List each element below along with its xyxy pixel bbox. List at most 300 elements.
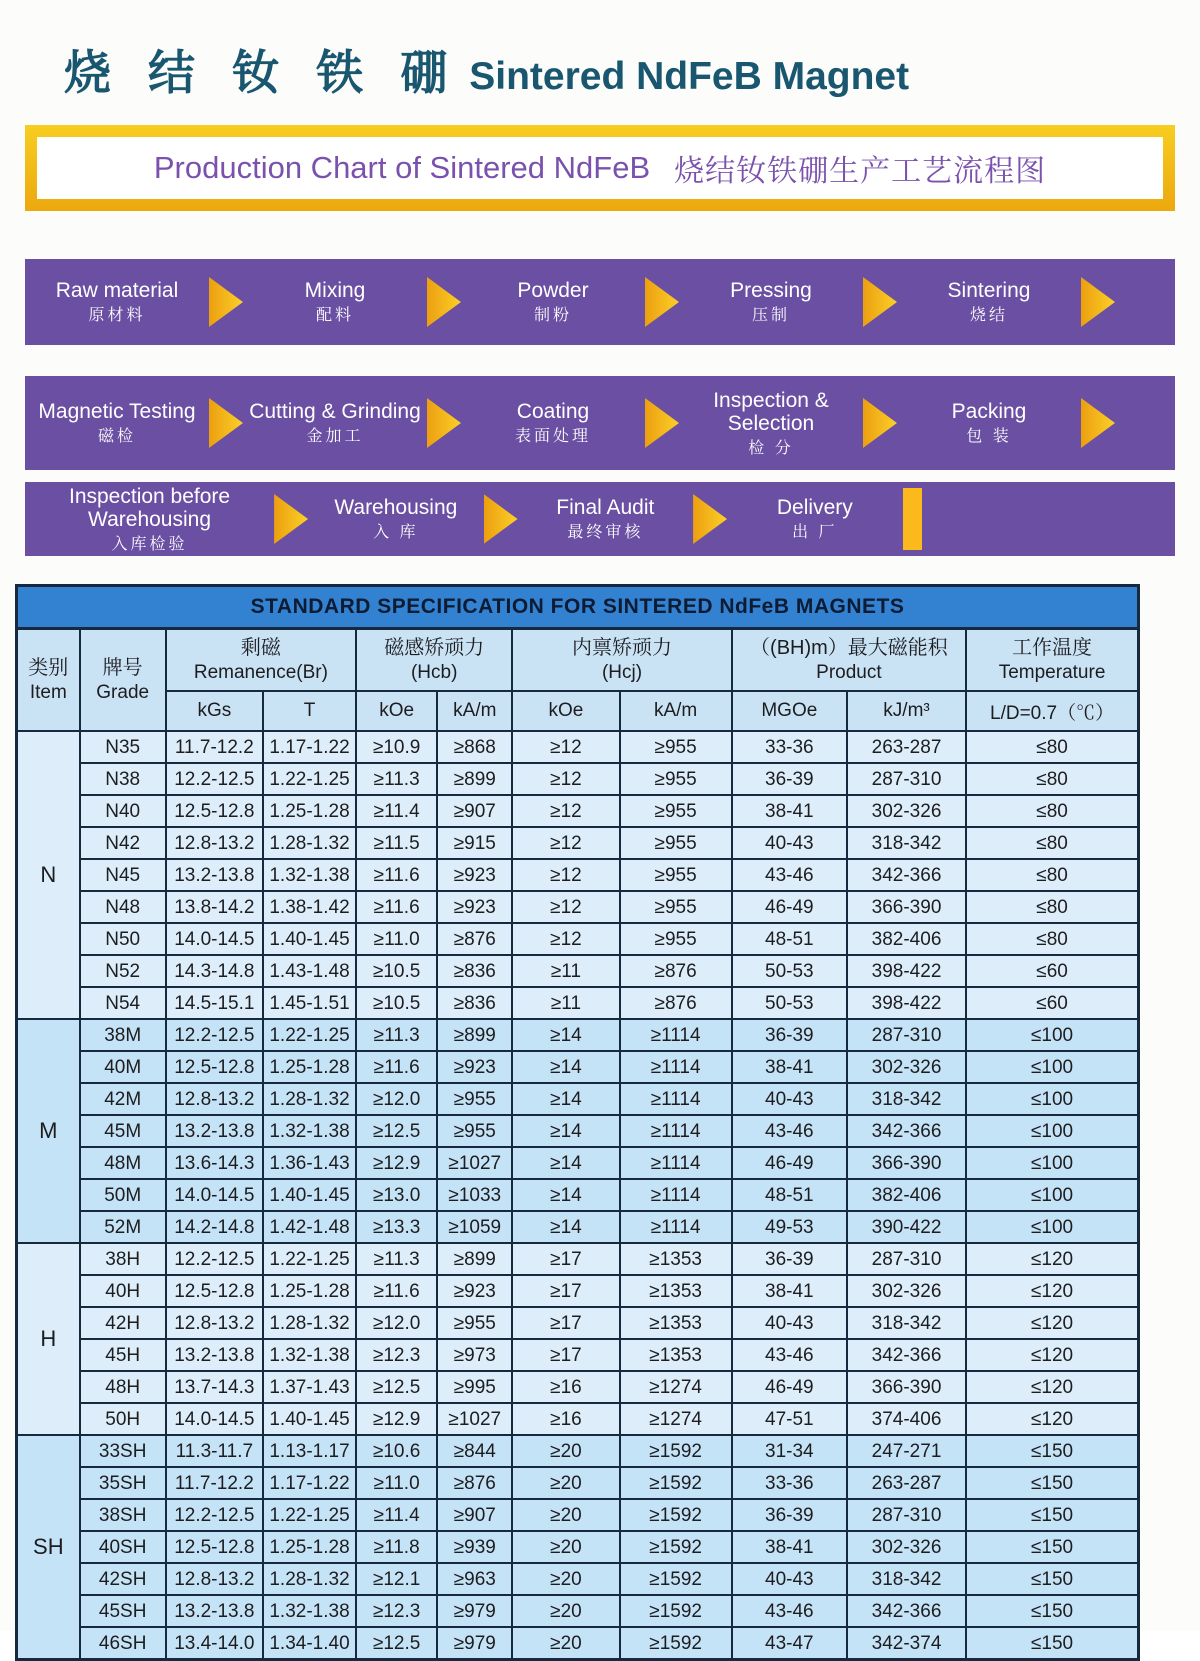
- document-title-zh: 烧 结 钕 铁 硼: [64, 46, 460, 99]
- data-cell: ≤80: [966, 731, 1138, 763]
- data-cell: 302-326: [847, 1051, 966, 1083]
- table-row: [17, 1211, 1139, 1243]
- flow-band-2: [25, 376, 1175, 470]
- table-row: [17, 1243, 1139, 1275]
- flow-step-label-zh: 表面处理: [514, 427, 591, 445]
- data-cell: ≤100: [966, 1179, 1138, 1211]
- table-header-units: [17, 691, 1139, 731]
- data-cell: 263-287: [847, 1467, 966, 1499]
- data-cell: ≥1274: [620, 1371, 732, 1403]
- data-cell: ≥899: [437, 1019, 512, 1051]
- col-header-product-en: Product: [816, 661, 882, 683]
- data-cell: 46-49: [732, 1147, 847, 1179]
- data-cell: ≤80: [966, 795, 1138, 827]
- arrow-right-icon: [427, 277, 461, 327]
- data-cell: ≥11.3: [356, 763, 437, 795]
- data-cell: ≥979: [437, 1595, 512, 1627]
- data-cell: ≥1592: [620, 1595, 732, 1627]
- grade-cell: 42H: [80, 1307, 166, 1339]
- data-cell: ≥11.6: [356, 1275, 437, 1307]
- grade-cell: 33SH: [80, 1435, 166, 1467]
- flow-step-label-en: Mixing: [304, 279, 366, 303]
- table-row: [17, 1403, 1139, 1435]
- data-cell: ≥955: [620, 891, 732, 923]
- data-cell: 374-406: [847, 1403, 966, 1435]
- data-cell: ≥20: [512, 1531, 619, 1563]
- data-cell: 1.34-1.40: [263, 1627, 356, 1660]
- grade-cell: 48M: [80, 1147, 166, 1179]
- table-row: [17, 1595, 1139, 1627]
- data-cell: ≥1592: [620, 1467, 732, 1499]
- table-row: [17, 1083, 1139, 1115]
- flow-band-1: [25, 259, 1175, 345]
- table-row: [17, 1531, 1139, 1563]
- data-cell: 40-43: [732, 1563, 847, 1595]
- col-header-item: [17, 629, 80, 732]
- flow-step-label-en: Powder: [517, 279, 589, 303]
- data-cell: 12.8-13.2: [166, 1563, 263, 1595]
- grade-cell: N38: [80, 763, 166, 795]
- data-cell: 342-374: [847, 1627, 966, 1660]
- data-cell: 1.40-1.45: [263, 1179, 356, 1211]
- data-cell: 13.2-13.8: [166, 1339, 263, 1371]
- unit-header-ld: L/D=0.7（℃）: [966, 691, 1138, 731]
- data-cell: 342-366: [847, 1339, 966, 1371]
- data-cell: 40-43: [732, 1083, 847, 1115]
- data-cell: 1.32-1.38: [263, 1595, 356, 1627]
- grade-cell: 48H: [80, 1371, 166, 1403]
- flow-step-label-en: Inspection before Warehousing: [68, 484, 231, 532]
- flow-step: [25, 485, 274, 554]
- data-cell: 43-46: [732, 1339, 847, 1371]
- data-cell: ≥12.3: [356, 1595, 437, 1627]
- flow-step-label-zh: 烧结: [969, 306, 1008, 324]
- data-cell: ≤150: [966, 1467, 1138, 1499]
- item-group-label: N: [17, 731, 80, 1019]
- table-row: [17, 1563, 1139, 1595]
- data-cell: 11.7-12.2: [166, 1467, 263, 1499]
- arrow-right-icon: [645, 277, 679, 327]
- col-header-product: [732, 629, 966, 692]
- data-cell: 1.32-1.38: [263, 1115, 356, 1147]
- grade-cell: 40H: [80, 1275, 166, 1307]
- data-cell: ≥12: [512, 763, 619, 795]
- data-cell: ≥844: [437, 1435, 512, 1467]
- data-cell: ≥955: [620, 827, 732, 859]
- data-cell: 1.17-1.22: [263, 731, 356, 763]
- arrow-right-icon: [209, 398, 243, 448]
- col-header-hcj-zh: 内禀矫顽力: [572, 636, 673, 659]
- data-cell: 36-39: [732, 1499, 847, 1531]
- flow-step: [518, 496, 694, 541]
- data-cell: ≤100: [966, 1147, 1138, 1179]
- grade-cell: N52: [80, 955, 166, 987]
- data-cell: ≤100: [966, 1083, 1138, 1115]
- data-cell: 11.7-12.2: [166, 731, 263, 763]
- flow-step-label-zh: 压制: [751, 306, 790, 324]
- data-cell: ≥12.9: [356, 1147, 437, 1179]
- data-cell: ≥1114: [620, 1083, 732, 1115]
- data-cell: ≤80: [966, 923, 1138, 955]
- data-cell: ≥10.5: [356, 955, 437, 987]
- data-cell: ≥12: [512, 891, 619, 923]
- data-cell: ≥20: [512, 1627, 619, 1660]
- data-cell: 12.2-12.5: [166, 1243, 263, 1275]
- flow-step-label-zh: 检 分: [748, 439, 794, 457]
- table-title: STANDARD SPECIFICATION FOR SINTERED NdFeB MAGNETS: [17, 586, 1139, 629]
- flow-band-3: [25, 482, 1175, 556]
- data-cell: ≥955: [620, 859, 732, 891]
- data-cell: 318-342: [847, 1563, 966, 1595]
- data-cell: 46-49: [732, 891, 847, 923]
- data-cell: 12.5-12.8: [166, 1531, 263, 1563]
- data-cell: 12.2-12.5: [166, 763, 263, 795]
- flow-step-label-en: Coating: [516, 400, 590, 424]
- data-cell: ≥11.4: [356, 795, 437, 827]
- flow-step-label-zh: 包 装: [966, 427, 1012, 445]
- grade-cell: N45: [80, 859, 166, 891]
- flow-step: [461, 400, 645, 445]
- data-cell: 287-310: [847, 1019, 966, 1051]
- data-cell: ≥12: [512, 923, 619, 955]
- data-cell: 390-422: [847, 1211, 966, 1243]
- item-group-label: M: [17, 1019, 80, 1243]
- data-cell: ≥12: [512, 731, 619, 763]
- data-cell: ≥12.5: [356, 1115, 437, 1147]
- col-header-hcj-en: (Hcj): [601, 661, 643, 683]
- data-cell: ≥1114: [620, 1115, 732, 1147]
- data-cell: ≥907: [437, 1499, 512, 1531]
- data-cell: 342-366: [847, 859, 966, 891]
- data-cell: 48-51: [732, 923, 847, 955]
- data-cell: ≥876: [620, 987, 732, 1019]
- data-cell: 46-49: [732, 1371, 847, 1403]
- col-header-product-zh: （(BH)m）最大磁能积: [750, 636, 948, 659]
- flow-step-label-zh: 金加工: [306, 427, 364, 445]
- flow-step: [727, 496, 903, 541]
- flow-step: [897, 279, 1081, 324]
- data-cell: ≥11.3: [356, 1243, 437, 1275]
- table-row: [17, 859, 1139, 891]
- table-row: [17, 1115, 1139, 1147]
- production-chart-banner-inner: [37, 137, 1163, 199]
- data-cell: 398-422: [847, 955, 966, 987]
- flow-step-label-en: Warehousing: [334, 496, 458, 520]
- data-cell: ≥923: [437, 1275, 512, 1307]
- data-cell: 43-46: [732, 1595, 847, 1627]
- data-cell: ≥836: [437, 955, 512, 987]
- document-title: [0, 0, 1200, 103]
- data-cell: ≥973: [437, 1339, 512, 1371]
- data-cell: ≤120: [966, 1339, 1138, 1371]
- grade-cell: N35: [80, 731, 166, 763]
- data-cell: ≥14: [512, 1147, 619, 1179]
- flow-end-bar: [903, 488, 922, 550]
- flow-step-label-en: Final Audit: [556, 496, 655, 520]
- grade-cell: 45H: [80, 1339, 166, 1371]
- flow-step: [243, 400, 427, 445]
- flow-step-label-zh: 原材料: [88, 306, 146, 324]
- col-header-hcj: [512, 629, 731, 692]
- data-cell: 318-342: [847, 1083, 966, 1115]
- data-cell: ≥17: [512, 1339, 619, 1371]
- data-cell: 1.36-1.43: [263, 1147, 356, 1179]
- table-row: [17, 987, 1139, 1019]
- data-cell: ≤150: [966, 1595, 1138, 1627]
- data-cell: 36-39: [732, 1019, 847, 1051]
- data-cell: 302-326: [847, 1531, 966, 1563]
- data-cell: ≥907: [437, 795, 512, 827]
- table-row: [17, 923, 1139, 955]
- data-cell: ≥1592: [620, 1499, 732, 1531]
- arrow-right-icon: [645, 398, 679, 448]
- data-cell: 302-326: [847, 1275, 966, 1307]
- flow-step: [243, 279, 427, 324]
- data-cell: ≥16: [512, 1371, 619, 1403]
- flow-step-label-zh: 入 库: [373, 523, 419, 541]
- data-cell: 1.42-1.48: [263, 1211, 356, 1243]
- grade-cell: N54: [80, 987, 166, 1019]
- data-cell: ≤120: [966, 1243, 1138, 1275]
- data-cell: ≤150: [966, 1627, 1138, 1660]
- data-cell: ≥17: [512, 1243, 619, 1275]
- data-cell: ≥1592: [620, 1627, 732, 1660]
- data-cell: ≥923: [437, 891, 512, 923]
- data-cell: ≥20: [512, 1595, 619, 1627]
- data-cell: 1.25-1.28: [263, 1531, 356, 1563]
- data-cell: 40-43: [732, 1307, 847, 1339]
- data-cell: ≤100: [966, 1019, 1138, 1051]
- data-cell: ≤150: [966, 1563, 1138, 1595]
- unit-header-hcb-kam: kA/m: [437, 691, 512, 731]
- data-cell: ≥1114: [620, 1019, 732, 1051]
- data-cell: 14.2-14.8: [166, 1211, 263, 1243]
- data-cell: ≤60: [966, 987, 1138, 1019]
- flow-step: [25, 279, 209, 324]
- col-header-grade-zh: 牌号: [102, 656, 143, 679]
- data-cell: ≥963: [437, 1563, 512, 1595]
- col-header-temperature: [966, 629, 1138, 692]
- grade-cell: 46SH: [80, 1627, 166, 1660]
- data-cell: ≥11.0: [356, 923, 437, 955]
- data-cell: ≤80: [966, 859, 1138, 891]
- col-header-temperature-zh: 工作温度: [1012, 636, 1093, 659]
- data-cell: 12.5-12.8: [166, 795, 263, 827]
- flow-step: [897, 400, 1081, 445]
- grade-cell: 52M: [80, 1211, 166, 1243]
- data-cell: ≥923: [437, 859, 512, 891]
- data-cell: 38-41: [732, 1531, 847, 1563]
- table-row: [17, 891, 1139, 923]
- data-cell: ≥17: [512, 1275, 619, 1307]
- data-cell: ≥20: [512, 1563, 619, 1595]
- flow-step-label-en: Delivery: [776, 496, 853, 520]
- data-cell: ≤150: [966, 1499, 1138, 1531]
- grade-cell: 45SH: [80, 1595, 166, 1627]
- document-title-en: Sintered NdFeB Magnet: [469, 55, 910, 98]
- table-row: [17, 1051, 1139, 1083]
- table-row: [17, 1275, 1139, 1307]
- data-cell: 1.28-1.32: [263, 1307, 356, 1339]
- data-cell: 1.22-1.25: [263, 1019, 356, 1051]
- data-cell: 1.22-1.25: [263, 1499, 356, 1531]
- arrow-right-icon: [274, 494, 308, 544]
- data-cell: ≥11.5: [356, 827, 437, 859]
- data-cell: 40-43: [732, 827, 847, 859]
- data-cell: ≥955: [437, 1083, 512, 1115]
- grade-cell: 38M: [80, 1019, 166, 1051]
- grade-cell: 50M: [80, 1179, 166, 1211]
- item-group-label: SH: [17, 1435, 80, 1660]
- unit-header-kjm3: kJ/m³: [847, 691, 966, 731]
- flow-step: [679, 389, 863, 458]
- data-cell: 13.2-13.8: [166, 1115, 263, 1147]
- data-cell: ≥1114: [620, 1051, 732, 1083]
- data-cell: ≥1114: [620, 1179, 732, 1211]
- data-cell: ≥14: [512, 1019, 619, 1051]
- data-cell: 1.25-1.28: [263, 1275, 356, 1307]
- data-cell: 50-53: [732, 955, 847, 987]
- data-cell: 1.25-1.28: [263, 1051, 356, 1083]
- data-cell: 13.2-13.8: [166, 859, 263, 891]
- data-cell: ≥899: [437, 763, 512, 795]
- col-header-hcb-zh: 磁感矫顽力: [384, 636, 485, 659]
- arrow-right-icon: [484, 494, 518, 544]
- flow-step-label-zh: 出 厂: [792, 523, 838, 541]
- data-cell: ≥11.6: [356, 1051, 437, 1083]
- grade-cell: N48: [80, 891, 166, 923]
- flow-step-label-en: Raw material: [55, 279, 179, 303]
- flow-step-label-en: Pressing: [730, 279, 812, 303]
- table-row: [17, 1467, 1139, 1499]
- data-cell: 366-390: [847, 1371, 966, 1403]
- data-cell: ≥12.0: [356, 1083, 437, 1115]
- data-cell: ≥995: [437, 1371, 512, 1403]
- flow-step-label-zh: 入库检验: [111, 535, 188, 553]
- arrow-right-icon: [1081, 277, 1115, 327]
- flow-step-label-zh: 制粉: [533, 306, 572, 324]
- col-header-remanence: [166, 629, 356, 692]
- data-cell: ≥12: [512, 859, 619, 891]
- data-cell: 318-342: [847, 1307, 966, 1339]
- flow-step-label-en: Packing: [951, 400, 1027, 424]
- data-cell: ≥14: [512, 1211, 619, 1243]
- unit-header-t: T: [263, 691, 356, 731]
- data-cell: 1.37-1.43: [263, 1371, 356, 1403]
- data-cell: ≥12.9: [356, 1403, 437, 1435]
- data-cell: ≤80: [966, 827, 1138, 859]
- table-row: [17, 1627, 1139, 1660]
- data-cell: ≥979: [437, 1627, 512, 1660]
- data-cell: ≥11.3: [356, 1019, 437, 1051]
- data-cell: ≤100: [966, 1115, 1138, 1147]
- table-row: [17, 955, 1139, 987]
- data-cell: ≥11.6: [356, 859, 437, 891]
- table-row: [17, 1499, 1139, 1531]
- data-cell: ≥955: [437, 1307, 512, 1339]
- data-cell: 14.5-15.1: [166, 987, 263, 1019]
- data-cell: ≥915: [437, 827, 512, 859]
- data-cell: 342-366: [847, 1115, 966, 1147]
- data-cell: ≥1274: [620, 1403, 732, 1435]
- data-cell: ≥1592: [620, 1563, 732, 1595]
- production-chart-banner: [25, 125, 1175, 211]
- data-cell: ≥1033: [437, 1179, 512, 1211]
- data-cell: 33-36: [732, 1467, 847, 1499]
- data-cell: ≤80: [966, 891, 1138, 923]
- unit-header-hcj-kam: kA/m: [620, 691, 732, 731]
- data-cell: 36-39: [732, 763, 847, 795]
- grade-cell: 42M: [80, 1083, 166, 1115]
- col-header-item-en: Item: [29, 681, 67, 703]
- table-row: [17, 1371, 1139, 1403]
- data-cell: 33-36: [732, 731, 847, 763]
- col-header-item-zh: 类别: [28, 656, 69, 679]
- data-cell: ≥955: [620, 763, 732, 795]
- data-cell: 12.2-12.5: [166, 1499, 263, 1531]
- col-header-remanence-en: Remanence(Br): [193, 661, 328, 683]
- table-row: [17, 827, 1139, 859]
- data-cell: 14.0-14.5: [166, 1179, 263, 1211]
- data-cell: 31-34: [732, 1435, 847, 1467]
- unit-header-hcj-koe: kOe: [512, 691, 619, 731]
- table-title-row: [17, 586, 1139, 629]
- data-cell: ≥11.6: [356, 891, 437, 923]
- col-header-grade-en: Grade: [96, 681, 150, 703]
- data-cell: ≥10.5: [356, 987, 437, 1019]
- data-cell: 1.28-1.32: [263, 1083, 356, 1115]
- data-cell: 1.43-1.48: [263, 955, 356, 987]
- flow-step-label-en: Cutting & Grinding: [249, 400, 421, 424]
- arrow-right-icon: [427, 398, 461, 448]
- data-cell: 287-310: [847, 763, 966, 795]
- grade-cell: N40: [80, 795, 166, 827]
- data-cell: ≥1353: [620, 1243, 732, 1275]
- data-cell: ≥12.5: [356, 1371, 437, 1403]
- grade-cell: 38H: [80, 1243, 166, 1275]
- data-cell: ≤80: [966, 763, 1138, 795]
- data-cell: ≥13.3: [356, 1211, 437, 1243]
- col-header-temperature-en: Temperature: [998, 661, 1106, 683]
- data-cell: ≤120: [966, 1275, 1138, 1307]
- data-cell: 1.22-1.25: [263, 763, 356, 795]
- data-cell: 14.0-14.5: [166, 923, 263, 955]
- data-cell: 398-422: [847, 987, 966, 1019]
- arrow-right-icon: [863, 277, 897, 327]
- data-cell: 13.2-13.8: [166, 1595, 263, 1627]
- data-cell: 287-310: [847, 1243, 966, 1275]
- data-cell: ≥1592: [620, 1435, 732, 1467]
- grade-cell: 42SH: [80, 1563, 166, 1595]
- data-cell: ≥17: [512, 1307, 619, 1339]
- table-row: [17, 1019, 1139, 1051]
- data-cell: 43-47: [732, 1627, 847, 1660]
- arrow-right-icon: [693, 494, 727, 544]
- data-cell: 1.17-1.22: [263, 1467, 356, 1499]
- data-cell: ≥12.3: [356, 1339, 437, 1371]
- data-cell: ≥1059: [437, 1211, 512, 1243]
- data-cell: 38-41: [732, 1275, 847, 1307]
- data-cell: ≥955: [437, 1115, 512, 1147]
- data-cell: ≤100: [966, 1051, 1138, 1083]
- data-cell: 382-406: [847, 923, 966, 955]
- flow-step: [308, 496, 484, 541]
- data-cell: 366-390: [847, 1147, 966, 1179]
- table-row: [17, 795, 1139, 827]
- data-cell: ≥12.0: [356, 1307, 437, 1339]
- data-cell: 38-41: [732, 1051, 847, 1083]
- item-group-label: H: [17, 1243, 80, 1435]
